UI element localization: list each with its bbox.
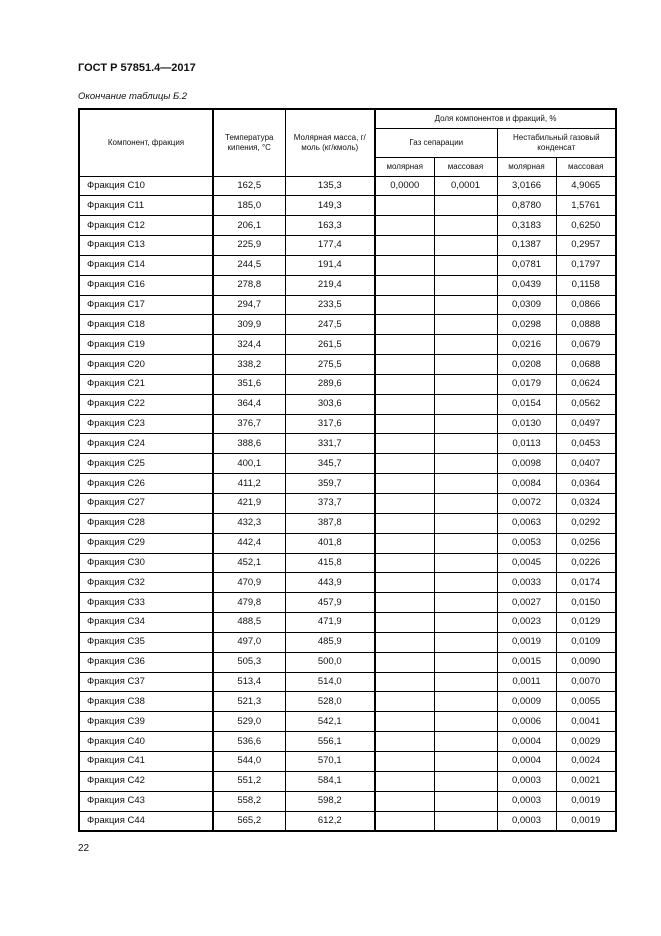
component-name-cell: Фракция С17: [79, 295, 213, 315]
gas-mass-cell: 0,0001: [434, 176, 497, 196]
gas-molar-cell: [375, 712, 434, 732]
gas-molar-cell: [375, 196, 434, 216]
table-row: [79, 553, 616, 573]
condensate-molar-cell: 0,0130: [497, 414, 556, 434]
gas-molar-cell: [375, 791, 434, 811]
gas-mass-cell: [434, 394, 497, 414]
header-gas-molar: молярная: [375, 157, 434, 176]
boiling-temperature-cell: 309,9: [213, 315, 285, 335]
table-row: [79, 236, 616, 256]
molar-mass-cell: 163,3: [285, 216, 375, 236]
component-name-cell: Фракция С12: [79, 216, 213, 236]
component-name-cell: Фракция С28: [79, 513, 213, 533]
condensate-molar-cell: 0,0063: [497, 513, 556, 533]
gas-mass-cell: [434, 414, 497, 434]
table-row: [79, 692, 616, 712]
boiling-temperature-cell: 294,7: [213, 295, 285, 315]
boiling-temperature-cell: 558,2: [213, 791, 285, 811]
gas-molar-cell: [375, 751, 434, 771]
gas-molar-cell: [375, 692, 434, 712]
molar-mass-cell: 233,5: [285, 295, 375, 315]
molar-mass-cell: 500,0: [285, 652, 375, 672]
condensate-molar-cell: 0,0298: [497, 315, 556, 335]
component-name-cell: Фракция С35: [79, 632, 213, 652]
gas-molar-cell: [375, 295, 434, 315]
table-row: [79, 494, 616, 514]
gas-molar-cell: 0,0000: [375, 176, 434, 196]
molar-mass-cell: 457,9: [285, 593, 375, 613]
condensate-mass-cell: 0,0866: [556, 295, 616, 315]
boiling-temperature-cell: 324,4: [213, 335, 285, 355]
condensate-mass-cell: 0,0888: [556, 315, 616, 335]
boiling-temperature-cell: 544,0: [213, 751, 285, 771]
gas-mass-cell: [434, 593, 497, 613]
gas-mass-cell: [434, 513, 497, 533]
condensate-mass-cell: 0,2957: [556, 236, 616, 256]
header-temperature: Температура кипения, °С: [213, 109, 285, 176]
component-name-cell: Фракция С11: [79, 196, 213, 216]
boiling-temperature-cell: 364,4: [213, 394, 285, 414]
gas-mass-cell: [434, 573, 497, 593]
condensate-molar-cell: 0,0003: [497, 771, 556, 791]
table-row: [79, 771, 616, 791]
table-row: [79, 573, 616, 593]
condensate-molar-cell: 0,0309: [497, 295, 556, 315]
boiling-temperature-cell: 338,2: [213, 355, 285, 375]
condensate-molar-cell: 0,0003: [497, 811, 556, 831]
table-row: [79, 335, 616, 355]
molar-mass-cell: 359,7: [285, 474, 375, 494]
boiling-temperature-cell: 529,0: [213, 712, 285, 732]
component-name-cell: Фракция С16: [79, 275, 213, 295]
table-row: [79, 374, 616, 394]
component-name-cell: Фракция С18: [79, 315, 213, 335]
document-title: ГОСТ Р 57851.4—2017: [78, 62, 196, 74]
gas-mass-cell: [434, 474, 497, 494]
component-name-cell: Фракция С14: [79, 255, 213, 275]
boiling-temperature-cell: 470,9: [213, 573, 285, 593]
condensate-molar-cell: 0,0113: [497, 434, 556, 454]
gas-molar-cell: [375, 632, 434, 652]
gas-mass-cell: [434, 355, 497, 375]
boiling-temperature-cell: 421,9: [213, 494, 285, 514]
molar-mass-cell: 485,9: [285, 632, 375, 652]
molar-mass-cell: 443,9: [285, 573, 375, 593]
gas-mass-cell: [434, 811, 497, 831]
condensate-molar-cell: 0,0781: [497, 255, 556, 275]
table-row: [79, 533, 616, 553]
molar-mass-cell: 401,8: [285, 533, 375, 553]
gas-mass-cell: [434, 315, 497, 335]
condensate-mass-cell: 0,0019: [556, 811, 616, 831]
molar-mass-cell: 247,5: [285, 315, 375, 335]
header-condensate-mass: массовая: [556, 157, 616, 176]
gas-molar-cell: [375, 315, 434, 335]
boiling-temperature-cell: 411,2: [213, 474, 285, 494]
molar-mass-cell: 289,6: [285, 374, 375, 394]
gas-mass-cell: [434, 533, 497, 553]
boiling-temperature-cell: 376,7: [213, 414, 285, 434]
header-molar-mass: Молярная масса, г/моль (кг/кмоль): [285, 109, 375, 176]
boiling-temperature-cell: 536,6: [213, 732, 285, 752]
component-name-cell: Фракция С34: [79, 613, 213, 633]
table-row: [79, 672, 616, 692]
boiling-temperature-cell: 400,1: [213, 454, 285, 474]
condensate-mass-cell: 0,0407: [556, 454, 616, 474]
condensate-mass-cell: 1,5761: [556, 196, 616, 216]
table-row: [79, 652, 616, 672]
table-row: [79, 176, 616, 196]
condensate-mass-cell: 4,9065: [556, 176, 616, 196]
gas-mass-cell: [434, 494, 497, 514]
gas-molar-cell: [375, 355, 434, 375]
gas-molar-cell: [375, 374, 434, 394]
component-name-cell: Фракция С42: [79, 771, 213, 791]
condensate-molar-cell: 0,8780: [497, 196, 556, 216]
gas-mass-cell: [434, 236, 497, 256]
gas-mass-cell: [434, 196, 497, 216]
component-name-cell: Фракция С40: [79, 732, 213, 752]
condensate-molar-cell: 0,0216: [497, 335, 556, 355]
gas-molar-cell: [375, 255, 434, 275]
condensate-molar-cell: 0,0006: [497, 712, 556, 732]
molar-mass-cell: 331,7: [285, 434, 375, 454]
molar-mass-cell: 373,7: [285, 494, 375, 514]
condensate-molar-cell: 0,0053: [497, 533, 556, 553]
table-row: [79, 751, 616, 771]
molar-mass-cell: 135,3: [285, 176, 375, 196]
table-row: [79, 196, 616, 216]
condensate-mass-cell: 0,0019: [556, 791, 616, 811]
table-row: [79, 275, 616, 295]
boiling-temperature-cell: 565,2: [213, 811, 285, 831]
condensate-mass-cell: 0,0226: [556, 553, 616, 573]
gas-molar-cell: [375, 613, 434, 633]
boiling-temperature-cell: 351,6: [213, 374, 285, 394]
molar-mass-cell: 191,4: [285, 255, 375, 275]
gas-mass-cell: [434, 454, 497, 474]
molar-mass-cell: 317,6: [285, 414, 375, 434]
boiling-temperature-cell: 162,5: [213, 176, 285, 196]
gas-mass-cell: [434, 632, 497, 652]
gas-mass-cell: [434, 692, 497, 712]
boiling-temperature-cell: 442,4: [213, 533, 285, 553]
table-row: [79, 632, 616, 652]
condensate-molar-cell: 0,0009: [497, 692, 556, 712]
condensate-molar-cell: 0,0098: [497, 454, 556, 474]
condensate-molar-cell: 0,1387: [497, 236, 556, 256]
molar-mass-cell: 570,1: [285, 751, 375, 771]
molar-mass-cell: 556,1: [285, 732, 375, 752]
table-row: [79, 315, 616, 335]
gas-mass-cell: [434, 751, 497, 771]
condensate-molar-cell: 0,0027: [497, 593, 556, 613]
boiling-temperature-cell: 513,4: [213, 672, 285, 692]
condensate-molar-cell: 3,0166: [497, 176, 556, 196]
gas-mass-cell: [434, 255, 497, 275]
condensate-mass-cell: 0,0029: [556, 732, 616, 752]
condensate-molar-cell: 0,3183: [497, 216, 556, 236]
header-gas-mass: массовая: [434, 157, 497, 176]
component-name-cell: Фракция С37: [79, 672, 213, 692]
gas-molar-cell: [375, 434, 434, 454]
condensate-mass-cell: 0,0562: [556, 394, 616, 414]
gas-molar-cell: [375, 533, 434, 553]
table-row: [79, 474, 616, 494]
condensate-mass-cell: 0,0256: [556, 533, 616, 553]
component-name-cell: Фракция С24: [79, 434, 213, 454]
gas-mass-cell: [434, 672, 497, 692]
condensate-mass-cell: 0,0109: [556, 632, 616, 652]
condensate-molar-cell: 0,0004: [497, 732, 556, 752]
gas-molar-cell: [375, 494, 434, 514]
molar-mass-cell: 612,2: [285, 811, 375, 831]
table-row: [79, 434, 616, 454]
molar-mass-cell: 584,1: [285, 771, 375, 791]
gas-molar-cell: [375, 275, 434, 295]
component-name-cell: Фракция С36: [79, 652, 213, 672]
component-name-cell: Фракция С29: [79, 533, 213, 553]
condensate-mass-cell: 0,0688: [556, 355, 616, 375]
component-name-cell: Фракция С22: [79, 394, 213, 414]
gas-molar-cell: [375, 652, 434, 672]
molar-mass-cell: 261,5: [285, 335, 375, 355]
molar-mass-cell: 149,3: [285, 196, 375, 216]
gas-mass-cell: [434, 732, 497, 752]
table-row: [79, 513, 616, 533]
condensate-mass-cell: 0,0021: [556, 771, 616, 791]
gas-molar-cell: [375, 335, 434, 355]
component-name-cell: Фракция С41: [79, 751, 213, 771]
boiling-temperature-cell: 244,5: [213, 255, 285, 275]
gas-molar-cell: [375, 394, 434, 414]
gas-molar-cell: [375, 573, 434, 593]
molar-mass-cell: 177,4: [285, 236, 375, 256]
condensate-mass-cell: 0,1797: [556, 255, 616, 275]
condensate-molar-cell: 0,0208: [497, 355, 556, 375]
gas-molar-cell: [375, 771, 434, 791]
condensate-mass-cell: 0,0041: [556, 712, 616, 732]
condensate-molar-cell: 0,0003: [497, 791, 556, 811]
condensate-mass-cell: 0,0324: [556, 494, 616, 514]
gas-molar-cell: [375, 513, 434, 533]
table-row: [79, 295, 616, 315]
table-row: [79, 732, 616, 752]
header-condensate: Нестабильный газовый конденсат: [497, 128, 616, 157]
gas-mass-cell: [434, 791, 497, 811]
boiling-temperature-cell: 432,3: [213, 513, 285, 533]
condensate-mass-cell: 0,0624: [556, 374, 616, 394]
table-row: [79, 613, 616, 633]
boiling-temperature-cell: 206,1: [213, 216, 285, 236]
component-name-cell: Фракция С38: [79, 692, 213, 712]
component-name-cell: Фракция С21: [79, 374, 213, 394]
header-share: Доля компонентов и фракций, %: [375, 109, 616, 128]
table-body: [79, 176, 616, 831]
molar-mass-cell: 303,6: [285, 394, 375, 414]
boiling-temperature-cell: 479,8: [213, 593, 285, 613]
gas-mass-cell: [434, 652, 497, 672]
gas-mass-cell: [434, 216, 497, 236]
condensate-mass-cell: 0,0453: [556, 434, 616, 454]
header-component: Компонент, фракция: [79, 109, 213, 176]
component-name-cell: Фракция С20: [79, 355, 213, 375]
condensate-molar-cell: 0,0439: [497, 275, 556, 295]
table-row: [79, 712, 616, 732]
gas-molar-cell: [375, 732, 434, 752]
condensate-mass-cell: 0,0090: [556, 652, 616, 672]
condensate-mass-cell: 0,0150: [556, 593, 616, 613]
gas-molar-cell: [375, 414, 434, 434]
component-name-cell: Фракция С44: [79, 811, 213, 831]
gas-molar-cell: [375, 454, 434, 474]
condensate-mass-cell: 0,0364: [556, 474, 616, 494]
table-row: [79, 414, 616, 434]
boiling-temperature-cell: 225,9: [213, 236, 285, 256]
condensate-molar-cell: 0,0015: [497, 652, 556, 672]
table-row: [79, 811, 616, 831]
component-name-cell: Фракция С27: [79, 494, 213, 514]
molar-mass-cell: 345,7: [285, 454, 375, 474]
molar-mass-cell: 387,8: [285, 513, 375, 533]
condensate-mass-cell: 0,0055: [556, 692, 616, 712]
condensate-molar-cell: 0,0072: [497, 494, 556, 514]
boiling-temperature-cell: 497,0: [213, 632, 285, 652]
condensate-mass-cell: 0,0679: [556, 335, 616, 355]
condensate-molar-cell: 0,0011: [497, 672, 556, 692]
table-row: [79, 394, 616, 414]
table-row: [79, 791, 616, 811]
boiling-temperature-cell: 505,3: [213, 652, 285, 672]
molar-mass-cell: 275,5: [285, 355, 375, 375]
boiling-temperature-cell: 185,0: [213, 196, 285, 216]
boiling-temperature-cell: 452,1: [213, 553, 285, 573]
gas-molar-cell: [375, 593, 434, 613]
condensate-molar-cell: 0,0084: [497, 474, 556, 494]
fractions-table: [78, 108, 617, 832]
gas-mass-cell: [434, 374, 497, 394]
condensate-mass-cell: 0,0129: [556, 613, 616, 633]
condensate-mass-cell: 0,0070: [556, 672, 616, 692]
gas-mass-cell: [434, 275, 497, 295]
condensate-molar-cell: 0,0179: [497, 374, 556, 394]
component-name-cell: Фракция С23: [79, 414, 213, 434]
condensate-molar-cell: 0,0019: [497, 632, 556, 652]
molar-mass-cell: 219,4: [285, 275, 375, 295]
condensate-mass-cell: 0,0497: [556, 414, 616, 434]
molar-mass-cell: 542,1: [285, 712, 375, 732]
molar-mass-cell: 415,8: [285, 553, 375, 573]
condensate-mass-cell: 0,6250: [556, 216, 616, 236]
page-number: 22: [78, 843, 90, 854]
gas-mass-cell: [434, 613, 497, 633]
condensate-molar-cell: 0,0154: [497, 394, 556, 414]
component-name-cell: Фракция С32: [79, 573, 213, 593]
condensate-molar-cell: 0,0023: [497, 613, 556, 633]
gas-molar-cell: [375, 553, 434, 573]
table-row: [79, 216, 616, 236]
condensate-mass-cell: 0,0024: [556, 751, 616, 771]
table-row: [79, 593, 616, 613]
gas-molar-cell: [375, 216, 434, 236]
molar-mass-cell: 471,9: [285, 613, 375, 633]
condensate-mass-cell: 0,0174: [556, 573, 616, 593]
condensate-mass-cell: 0,1158: [556, 275, 616, 295]
condensate-mass-cell: 0,0292: [556, 513, 616, 533]
component-name-cell: Фракция С25: [79, 454, 213, 474]
component-name-cell: Фракция С26: [79, 474, 213, 494]
boiling-temperature-cell: 278,8: [213, 275, 285, 295]
component-name-cell: Фракция С19: [79, 335, 213, 355]
component-name-cell: Фракция С43: [79, 791, 213, 811]
molar-mass-cell: 528,0: [285, 692, 375, 712]
gas-mass-cell: [434, 295, 497, 315]
molar-mass-cell: 514,0: [285, 672, 375, 692]
condensate-molar-cell: 0,0004: [497, 751, 556, 771]
component-name-cell: Фракция С13: [79, 236, 213, 256]
gas-mass-cell: [434, 712, 497, 732]
component-name-cell: Фракция С30: [79, 553, 213, 573]
header-gas: Газ сепарации: [375, 128, 497, 157]
condensate-molar-cell: 0,0045: [497, 553, 556, 573]
gas-molar-cell: [375, 672, 434, 692]
gas-mass-cell: [434, 771, 497, 791]
boiling-temperature-cell: 521,3: [213, 692, 285, 712]
component-name-cell: Фракция С10: [79, 176, 213, 196]
gas-molar-cell: [375, 236, 434, 256]
component-name-cell: Фракция С39: [79, 712, 213, 732]
gas-molar-cell: [375, 474, 434, 494]
table-row: [79, 355, 616, 375]
boiling-temperature-cell: 388,6: [213, 434, 285, 454]
molar-mass-cell: 598,2: [285, 791, 375, 811]
table-caption: Окончание таблицы Б.2: [78, 91, 188, 102]
gas-mass-cell: [434, 335, 497, 355]
component-name-cell: Фракция С33: [79, 593, 213, 613]
boiling-temperature-cell: 551,2: [213, 771, 285, 791]
header-condensate-molar: молярная: [497, 157, 556, 176]
gas-mass-cell: [434, 553, 497, 573]
gas-molar-cell: [375, 811, 434, 831]
table-row: [79, 255, 616, 275]
gas-mass-cell: [434, 434, 497, 454]
boiling-temperature-cell: 488,5: [213, 613, 285, 633]
condensate-molar-cell: 0,0033: [497, 573, 556, 593]
table-row: [79, 454, 616, 474]
